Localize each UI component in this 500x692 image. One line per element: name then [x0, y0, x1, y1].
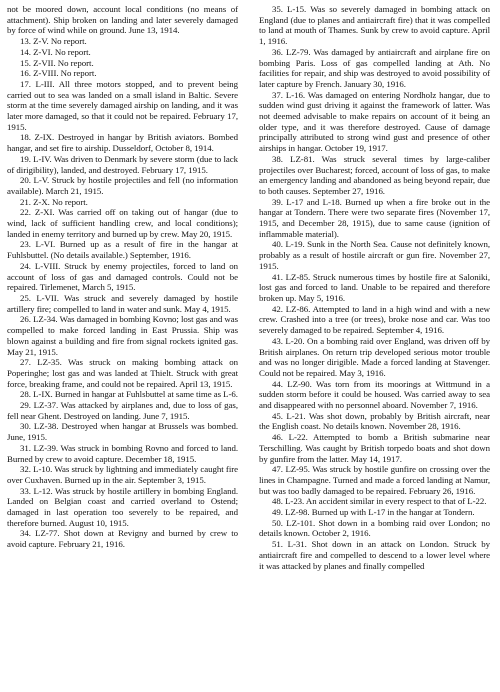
- report-entry: 43. L-20. On a bombing raid over England, was driven off by British airplanes. On return trip developed serious motor trouble and was no longer dirigible. Made a forced landing at Stavenger. Could not be repaired. May 3, 1916.: [259, 335, 490, 378]
- left-column: [7, 4, 238, 692]
- report-entry: 45. L-21. Was shot down, probably by British aircraft, near the English coast. No details known. November 28, 1916.: [259, 410, 490, 432]
- report-entry: 37. L-16. Was damaged on entering Nordholz hangar, due to sudden wind gust driving it against the framework of latter. Was not deemed advisable to make repairs on account of it being an older type, and it was therefore destroyed. Cause of damage principally attributed to strong wind gust and presence of other airships in hangar. October 19, 1917.: [259, 89, 490, 154]
- report-entry: 39. L-17 and L-18. Burned up when a fire broke out in the hangar at Tondern. There were two separate fires (November 17, 1915, and December 28, 1915), due to same cause (ignition of inflammable material).: [259, 196, 490, 239]
- report-entry: 28. L-IX. Burned in hangar at Fuhlsbuttel at same time as L-6.: [20, 389, 238, 400]
- report-entry: 15. Z-VII. No report.: [20, 57, 94, 68]
- report-entry: 34. LZ-77. Shot down at Revigny and burned by crew to avoid capture. February 21, 1916.: [7, 528, 238, 550]
- report-entry: 18. Z-IX. Destroyed in hangar by British aviators. Bombed hangar, and set fire to airship. Dusseldorf, October 8, 1914.: [7, 132, 238, 154]
- report-entry: 32. L-10. Was struck by lightning and immediately caught fire over Cuxhaven. Burned up in the air. September 3, 1915.: [7, 464, 238, 485]
- report-entry: 42. LZ-86. Attempted to land in a high wind and with a new crew. Crashed into a tree (or trees), broke nose and car. Was too severely damaged to be repaired. September 4, 1916.: [259, 303, 490, 336]
- report-entry: 29. LZ-37. Was attacked by airplanes and, due to loss of gas, fell near Ghent. Destroyed on landing. June 7, 1915.: [7, 400, 238, 421]
- report-entry: 25. L-VII. Was struck and severely damaged by hostile artillery fire; compelled to land in water and sunk. May 4, 1915.: [7, 292, 238, 314]
- report-entry: 14. Z-VI. No report.: [20, 46, 91, 57]
- report-entry: 36. LZ-79. Was damaged by antiaircraft and airplane fire on bombing Paris. Loss of gas compelled landing at Ath. No facilities for repair, and ship was destroyed to avoid possibility of later capture by French. January 30, 1916.: [259, 46, 490, 89]
- report-entry: 49. LZ-98. Burned up with L-17 in the hangar at Tondern.: [272, 507, 475, 518]
- report-entry: 48. L-23. An accident similar in every respect to that of L-22.: [272, 496, 487, 507]
- report-entry: 16. Z-VIII. No report.: [20, 68, 97, 79]
- report-entry: 20. L-V. Struck by hostile projectiles and fell (no information available). March 21, 1915.: [7, 175, 238, 196]
- report-entry: not be moored down, account local conditions (no means of attachment). Ship broken on landing and later severely damaged by force of wind while on ground. June 13, 1914.: [7, 4, 238, 36]
- report-entry: 38. LZ-81. Was struck several times by large-caliber projectiles over Bucharest; forced, account of loss of gas, to make an emergency landing and abandoned as being beyond repair, due to both causes. September 27, 1916.: [259, 153, 490, 196]
- report-entry: 30. LZ-38. Destroyed when hangar at Brussels was bombed. June, 1915.: [7, 421, 238, 443]
- report-entry: 51. L-31. Shot down in an attack on London. Struck by antiaircraft fire and compelled to descend to a lower level where it was attacked by planes and finally compelled: [259, 539, 490, 571]
- report-entry: 21. Z-X. No report.: [20, 196, 88, 207]
- report-entry: 35. L-15. Was so severely damaged in bombing attack on England (due to planes and antiaircraft fire) that it was compelled to land at mouth of Thames. Sunk by crew to avoid capture. April 1, 1916.: [259, 4, 490, 47]
- report-entry: 40. L-19. Sunk in the North Sea. Cause not definitely known, probably as a result of hostile aircraft or gun fire. November 27, 1915.: [259, 239, 490, 271]
- report-entry: 50. LZ-101. Shot down in a bombing raid over London; no details known. October 2, 1916.: [259, 517, 490, 539]
- report-entry: 26. LZ-34. Was damaged in bombing Kovno; lost gas and was compelled to make forced landing in East Prussia. Ship was blown against a building and fire from signal rockets ignited gas. May 21, 1915.: [7, 314, 238, 357]
- report-entry: 47. LZ-95. Was struck by hostile gunfire on crossing over the lines in Champagne. Turned and made a forced landing at Namur, but was too badly damaged to be repaired. February 26, 1916.: [259, 464, 490, 496]
- report-entry: 33. L-12. Was struck by hostile artillery in bombing England. Landed on Belgian coast and carried overland to Ostend; damaged in last operation too severely to be repaired, and therefore burned. August 10, 1915.: [7, 485, 238, 528]
- report-entry: 41. LZ-85. Struck numerous times by hostile fire at Saloniki, lost gas and forced to land. Unable to be repaired and therefore broken up. May 5, 1916.: [259, 271, 490, 303]
- report-entry: 27. LZ-35. Was struck on making bombing attack on Poperinghe; lost gas and was landed at Thielt. Struck with great force, breaking frame, and could not be repaired. April 13, 1915.: [7, 357, 238, 389]
- report-entry: 24. L-VIII. Struck by enemy projectiles, forced to land on account of loss of gas and damaged controls. Could not be repaired. Tirlemenet, March 5, 1915.: [7, 260, 238, 293]
- report-entry: 31. LZ-39. Was struck in bombing Rovno and forced to land. Burned by crew to avoid capture. December 18, 1915.: [7, 442, 238, 464]
- report-entry: 46. L-22. Attempted to bomb a British submarine near Terschilling. Was caught by British torpedo boats and shot down by gunfire from the latter. May 14, 1917.: [259, 432, 490, 464]
- report-entry: 23. L-VI. Burned up as a result of fire in the hangar at Fuhlsbuttel. (No details available.) September, 1916.: [7, 239, 238, 261]
- report-entry: 44. LZ-90. Was torn from its moorings at Wittmund in a sudden storm before it could be housed. Was carried away to sea and disappeared with no personnel aboard. November 7, 1916.: [259, 378, 490, 411]
- report-entry: 19. L-IV. Was driven to Denmark by severe storm (due to lack of dirigibility), landed, and destroyed. February 17, 1915.: [7, 153, 238, 175]
- right-column: [259, 4, 490, 692]
- report-entry: 13. Z-V. No report.: [20, 36, 87, 47]
- report-entry: 17. L-III. All three motors stopped, and to prevent being carried out to sea was landed on a small island in Baltic. Severe storm at the time severely damaged airship on landing, and it was later more damaged, so that it could not be repaired. February 17, 1915.: [7, 78, 238, 132]
- report-entry: 22. Z-XI. Was carried off on taking out of hangar (due to wind, lack of sufficient handling crew, and local conditions); landed in enemy territory and burned up by crew. May 20, 1915.: [7, 207, 238, 239]
